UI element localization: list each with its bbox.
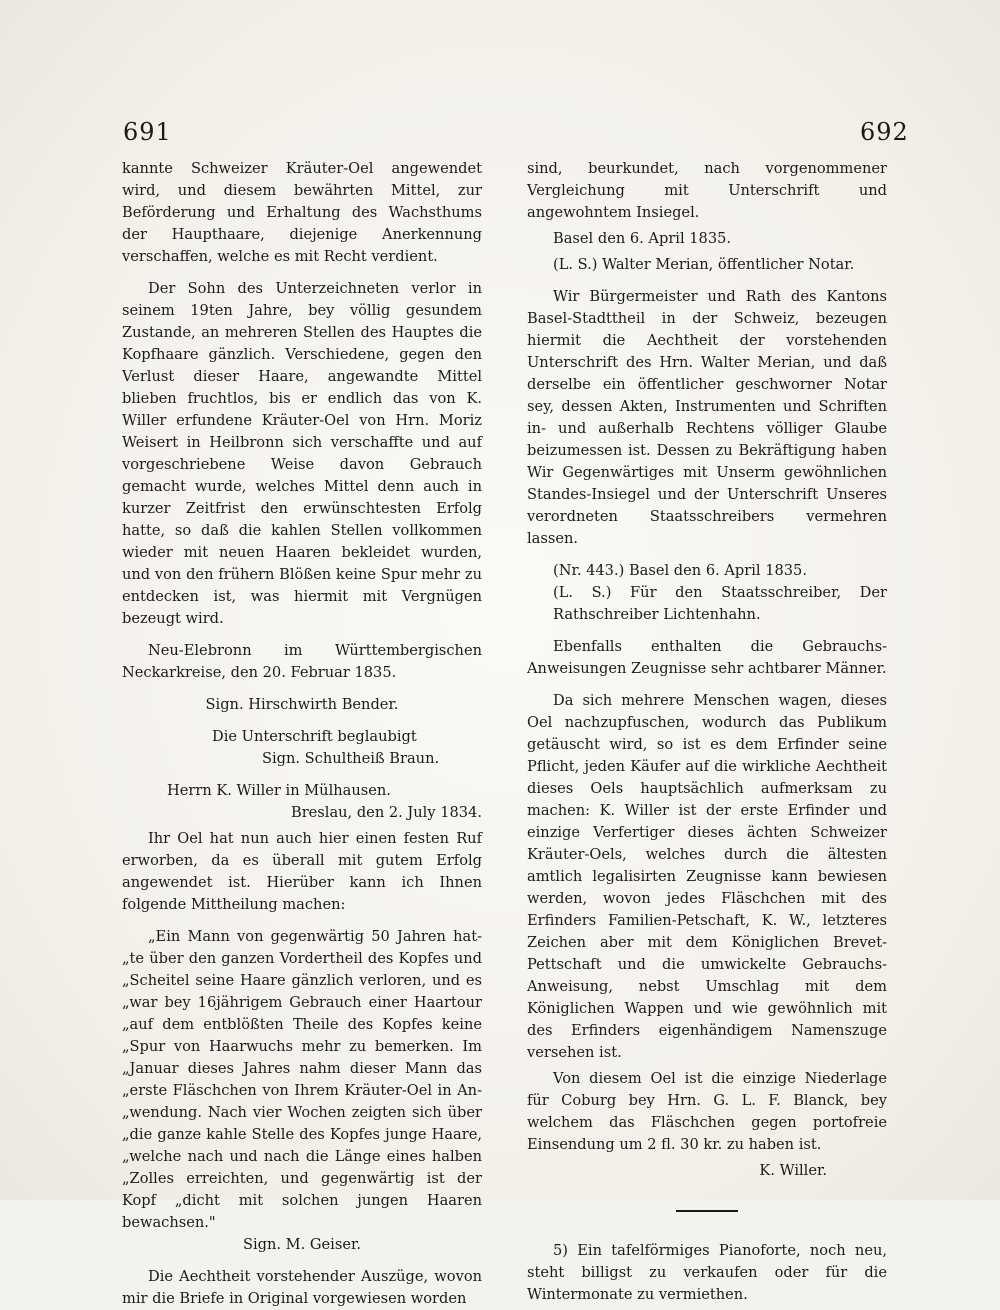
signature: (L. S.) Für den Staatsschreiber, Der Rathschreiber Lichtenhahn.	[553, 584, 887, 623]
signature: K. Willer.	[759, 1162, 827, 1179]
quotation: „Ein Mann von gegenwärtig 50 Jahren hat-„te über den ganzen Vordertheil des Kopfes und „Scheitel seine Haare gänzlich verloren, und es „war bey 16jährigem Gebrauch einer Haartour „auf dem entblößten Theile des Kopfes keine „Spur von Haarwuchs mehr zu bemerken. Im „Januar dieses Jahres nahm dieser Mann das „erste Fläschchen von Ihrem Kräuter-Oel in An-„wendung. Nach vier Wochen zeigten sich über „die ganze kahle Stelle des Kopfes junge Haare, „welche nach und nach die Länge eines halben „Zolles erreichten, und gegenwärtig ist der Kopf „dicht mit solchen jungen Haaren bewachsen."	[122, 928, 482, 1231]
divider-rule	[676, 1210, 738, 1212]
paragraph: Ihr Oel hat nun auch hier einen festen Ruf erworben, da es überall mit gutem Erfolg angewendet ist. Hierüber kann ich Ihnen folgende Mittheilung machen:	[122, 830, 482, 913]
page-number-right: 692	[860, 118, 909, 146]
signature: Sign. Hirschwirth Bender.	[205, 696, 399, 713]
left-column	[122, 158, 482, 1310]
paragraph: Da sich mehrere Menschen wagen, dieses Oel nachzupfuschen, wodurch das Publikum getäuscht wird, so ist es dem Erfinder seine Pflicht, jeden Käufer auf die wirkliche Aechtheit dieses Oels hauptsächlich aufmerksam zu machen: K. Willer ist der erste Erfinder und einzige Verfertiger dieses ächten Schweizer Kräuter-Oels, welches durch die ältesten amtlich legalisirten Zeugnisse kann bewiesen werden, wovon jedes Fläschchen mit des Erfinders Familien-Petschaft, K. W., letzteres Zeichen aber mit dem Königlichen Brevet-Pettschaft und die umwickelte Gebrauchs-Anweisung, nebst Umschlag mit dem Königlichen Wappen und wie gewöhnlich mit des Erfinders eigenhändigem Namenszuge versehen ist.	[527, 692, 887, 1061]
letter-date: Breslau, den 2. July 1834.	[290, 804, 482, 821]
place-date: Basel den 6. April 1835.	[553, 230, 732, 247]
place-date: (Nr. 443.) Basel den 6. April 1835.	[553, 562, 807, 579]
paragraph: Von diesem Oel ist die einzige Niederlage für Coburg bey Hrn. G. L. F. Blanck, bey welchem das Fläschchen gegen portofreie Einsendung um 2 fl. 30 kr. zu haben ist.	[527, 1070, 887, 1153]
paragraph: Ebenfalls enthalten die Gebrauchs-Anweisungen Zeugnisse sehr achtbarer Männer.	[527, 638, 887, 677]
letter-address: Herrn K. Willer in Mülhausen.	[167, 782, 391, 799]
signature: Sign. M. Geiser.	[242, 1236, 361, 1253]
notary-line: (L. S.) Walter Merian, öffentlicher Notar.	[553, 256, 855, 273]
advertisement: 5) Ein tafelförmiges Pianoforte, noch neu, steht billigst zu verkaufen oder für die Wintermonate zu vermiethen.	[527, 1242, 887, 1303]
paragraph: Der Sohn des Unterzeichneten verlor in seinem 19ten Jahre, bey völlig gesundem Zustande, an mehreren Stellen des Hauptes die Kopfhaare gänzlich. Verschiedene, gegen den Verlust dieser Haare, angewandte Mittel blieben fruchtlos, bis er endlich das von K. Willer erfundene Kräuter-Oel von Hrn. Moriz Weisert in Heilbronn sich verschaffte und auf vorgeschriebene Weise davon Gebrauch gemacht wurde, welches Mittel denn auch in kurzer Zeitfrist den erwünschtesten Erfolg hatte, so daß die kahlen Stellen vollkommen wieder mit neuen Haaren bekleidet wurden, und von den frühern Blößen keine Spur mehr zu entdecken ist, was hiermit mit Vergnügen bezeugt wird.	[122, 280, 482, 627]
page-number-left: 691	[123, 118, 172, 146]
place-date: Neu-Elebronn im Württembergischen Neckarkreise, den 20. Februar 1835.	[122, 642, 482, 681]
paragraph: Wir Bürgermeister und Rath des Kantons Basel-Stadttheil in der Schweiz, bezeugen hiermit die Aechtheit der vorstehenden Unterschrift des Hrn. Walter Merian, und daß derselbe ein öffentlicher geschworner Notar sey, dessen Akten, Instrumenten und Schriften in- und außerhalb Rechtens völliger Glaube beizumessen ist. Dessen zu Bekräftigung haben Wir Gegenwärtiges mit Unserm gewöhnlichen Standes-Insiegel und der Unterschrift Unseres verordneten Staatsschreibers vermehren lassen.	[527, 288, 887, 547]
right-column	[527, 158, 887, 1306]
signature: Sign. Schultheiß Braun.	[262, 750, 440, 767]
paragraph: Die Aechtheit vorstehender Auszüge, wovon mir die Briefe in Original vorgewiesen worden	[122, 1268, 482, 1307]
paragraph: kannte Schweizer Kräuter-Oel angewendet wird, und diesem bewährten Mittel, zur Beförderung und Erhaltung des Wachsthums der Haupthaare, diejenige Anerkennung verschaffen, welche es mit Recht verdient.	[122, 160, 482, 265]
certification-line: Die Unterschrift beglaubigt	[212, 728, 417, 745]
paragraph: sind, beurkundet, nach vorgenommener Vergleichung mit Unterschrift und angewohntem Insiegel.	[527, 160, 887, 221]
